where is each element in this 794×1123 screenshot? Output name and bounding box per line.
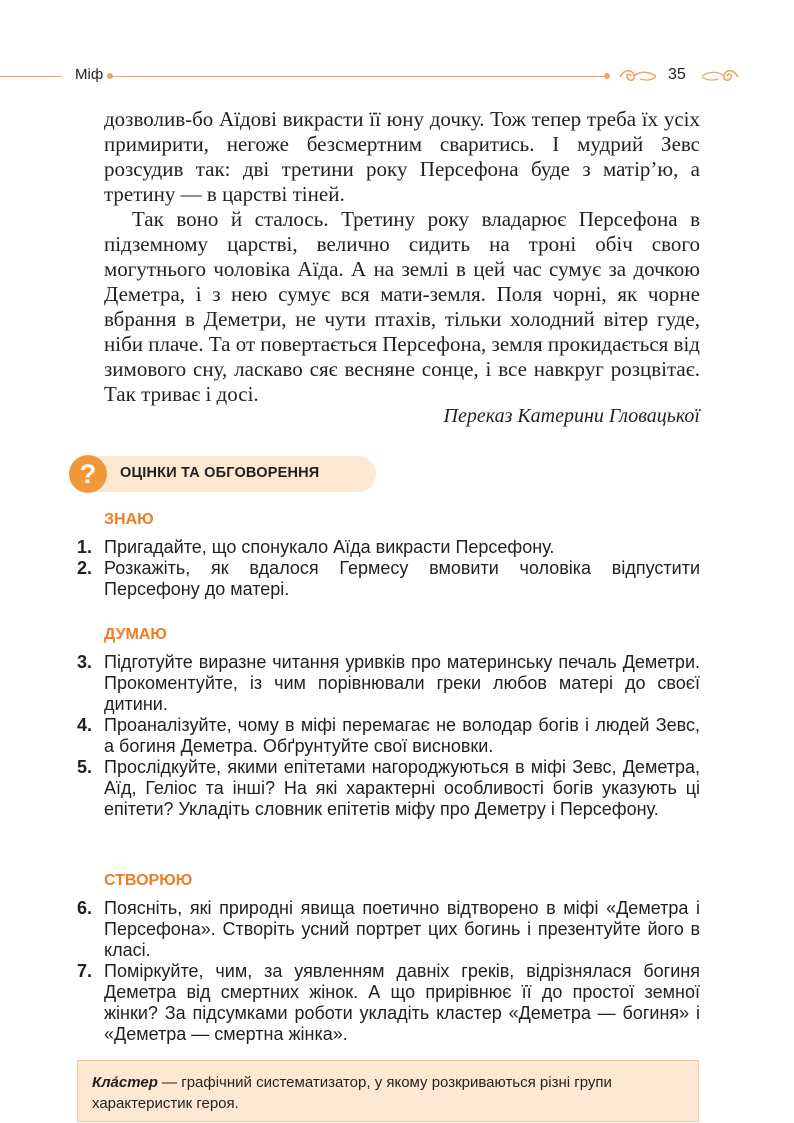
header-rule-left <box>0 76 62 77</box>
page-number: 35 <box>668 66 686 83</box>
question-number: 1. <box>77 537 93 557</box>
ornament-right-icon <box>700 67 740 85</box>
header-bullet <box>107 73 113 79</box>
question-item <box>77 715 700 757</box>
subsection-heading-create: СТВОРЮЮ <box>104 872 193 889</box>
question-text: Поясніть, які природні явища поетично відтворено в міфі «Деметра і Персефона». Створіть усний портрет цих богинь і презентуйте його в класі. <box>104 898 700 960</box>
ornament-left-icon <box>618 67 658 85</box>
question-text: Поміркуйте, чим, за уявленням давніх греків, відрізнялася богиня Деметра від смертних жінок. А що прирівнює її до простої земної жінки? За підсумками роботи укладіть кластер «Деметра — богиня» і «Деметра — смертна жінка». <box>104 961 700 1044</box>
question-number: 5. <box>77 757 93 777</box>
question-text: Розкажіть, як вдалося Гермесу вмовити чоловіка відпустити Персефону до матері. <box>104 558 700 599</box>
question-item <box>77 898 700 961</box>
section-title: ОЦІНКИ ТА ОБГОВОРЕННЯ <box>120 465 320 481</box>
question-item <box>77 652 700 715</box>
question-text: Прослідкуйте, якими епітетами нагороджуються в міфі Зевс, Деметра, Аїд, Геліос та інші? На які характерні особливості богів указують ці епітети? Укладіть словник епітетів міфу про Деметру і Персефону. <box>104 757 700 819</box>
question-number: 6. <box>77 898 93 918</box>
question-number: 7. <box>77 961 93 981</box>
question-number: 3. <box>77 652 93 672</box>
header-bullet <box>604 73 610 79</box>
question-text: Проаналізуйте, чому в міфі перемагає не володар богів і людей Зевс, а богиня Деметра. Обґрунтуйте свої висновки. <box>104 715 700 756</box>
question-item <box>77 961 700 1045</box>
definition-box <box>77 1060 699 1122</box>
question-number: 4. <box>77 715 93 735</box>
story-text <box>104 107 700 407</box>
paragraph: дозволив-бо Аїдові викрасти її юну дочку. Тож тепер треба їх усіх примирити, негоже безсмертним сваритись. І мудрий Зевс розсудив так: дві третини року Персефона буде з матір’ю, а третину — в царстві тіней. <box>104 107 700 206</box>
subsection-heading-know: ЗНАЮ <box>104 511 154 528</box>
attribution: Переказ Катерини Гловацької <box>443 405 700 427</box>
question-number: 2. <box>77 558 93 578</box>
subsection-heading-think: ДУМАЮ <box>104 626 167 643</box>
paragraph: Так воно й сталось. Третину року владарює Персефона в підземному царстві, велично сидить на троні обіч свого могутнього чоловіка Аїда. А на землі в цей час сумує за дочкою Деметра, і з нею сумує вся мати-земля. Поля чорні, як чорне вбрання в Деметри, не чути птахів, тільки холодний вітер гуде, ніби плаче. Та от повертається Персефона, земля прокидається від зимового сну, ласкаво сяє весняне сонце, і все навкруг розцвітає. Так триває і досі. <box>104 207 700 406</box>
definition-text: — графічний систематизатор, у якому розкриваються різні групи характеристик героя. <box>92 1074 612 1112</box>
header-rule-right <box>112 76 608 77</box>
running-head: Міф <box>75 66 104 83</box>
question-item <box>77 537 700 558</box>
question-text: Підготуйте виразне читання уривків про материнську печаль Деметри. Прокоментуйте, із чим порівнювали греки любов матері до своєї дитини. <box>104 652 700 714</box>
question-mark-icon: ? <box>69 455 107 493</box>
definition-term: Кла́стер <box>92 1074 158 1091</box>
question-item <box>77 757 700 820</box>
question-item <box>77 558 700 600</box>
question-text: Пригадайте, що спонукало Аїда викрасти Персефону. <box>104 537 555 557</box>
